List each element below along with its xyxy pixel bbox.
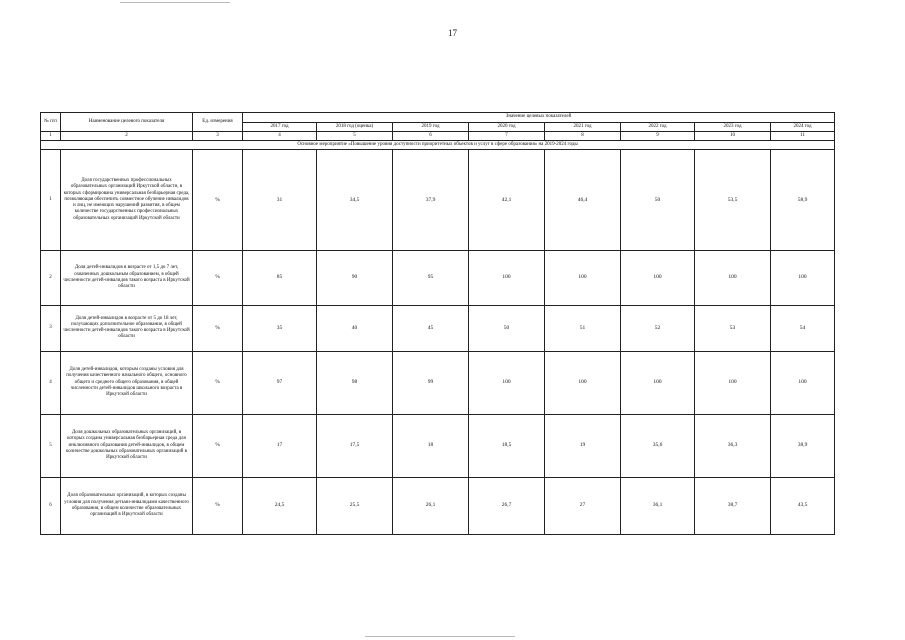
- row-value: 100: [469, 351, 545, 415]
- header-year: 2017 год: [243, 123, 317, 132]
- header-year: 2021 год: [545, 123, 621, 132]
- column-number: 9: [621, 132, 695, 140]
- row-value: 53,5: [695, 149, 771, 250]
- row-value: 42,1: [469, 149, 545, 250]
- row-value: 85: [243, 251, 317, 305]
- row-indicator-name: Доля детей-инвалидов в возрасте от 1,5 до 7 лет, охваченных дошкольным образованием, в общей численности детей-инвалидов такого возраста в Иркутской области: [61, 251, 193, 305]
- row-value: 35,6: [621, 415, 695, 477]
- row-unit: %: [193, 251, 243, 305]
- column-number: 11: [771, 132, 835, 140]
- row-value: 95: [393, 251, 469, 305]
- row-value: 100: [545, 351, 621, 415]
- row-value: 34,5: [317, 149, 393, 250]
- row-value: 38,7: [695, 477, 771, 534]
- row-num: 4: [41, 351, 61, 415]
- row-value: 100: [771, 251, 835, 305]
- header-year: 2023 год: [695, 123, 771, 132]
- header-name: Наименование целевого показателя: [61, 113, 193, 132]
- section-row: [41, 140, 835, 149]
- header-year: 2024 год: [771, 123, 835, 132]
- row-value: 99: [393, 351, 469, 415]
- row-num: 6: [41, 477, 61, 534]
- column-number: 3: [193, 132, 243, 140]
- row-value: 97: [243, 351, 317, 415]
- row-unit: %: [193, 351, 243, 415]
- scan-mark: [120, 2, 230, 3]
- row-value: 50: [621, 149, 695, 250]
- row-value: 100: [621, 351, 695, 415]
- row-value: 100: [469, 251, 545, 305]
- header-num: № п/п: [41, 113, 61, 132]
- row-unit: %: [193, 415, 243, 477]
- row-value: 100: [621, 251, 695, 305]
- header-row: [41, 113, 835, 123]
- table-row: [41, 351, 835, 415]
- row-value: 36,3: [695, 415, 771, 477]
- row-value: 17,5: [317, 415, 393, 477]
- column-number: 1: [41, 132, 61, 140]
- table-row: [41, 149, 835, 250]
- row-value: 100: [695, 351, 771, 415]
- header-year: 2022 год: [621, 123, 695, 132]
- row-num: 5: [41, 415, 61, 477]
- row-value: 26,1: [393, 477, 469, 534]
- row-indicator-name: Доля образовательных организаций, в которых созданы условия для получения детьми-инвалидами качественного образования, в общем количестве образовательных организаций в Иркутской области: [61, 477, 193, 534]
- row-value: 40: [317, 305, 393, 351]
- row-value: 90: [317, 251, 393, 305]
- row-indicator-name: Доля детей-инвалидов, которым созданы условия для получения качественного начального общего, основного общего и среднего общего образования, в общей численности детей-инвалидов школьного возраста в Иркутской области: [61, 351, 193, 415]
- row-unit: %: [193, 305, 243, 351]
- row-value: 100: [545, 251, 621, 305]
- row-value: 53: [695, 305, 771, 351]
- column-number: 10: [695, 132, 771, 140]
- row-value: 100: [771, 351, 835, 415]
- row-num: 2: [41, 251, 61, 305]
- row-value: 17: [243, 415, 317, 477]
- row-value: 24,5: [243, 477, 317, 534]
- row-unit: %: [193, 477, 243, 534]
- column-number: 7: [469, 132, 545, 140]
- row-num: 3: [41, 305, 61, 351]
- row-unit: %: [193, 149, 243, 250]
- header-values-group: Значение целевых показателей: [243, 113, 835, 123]
- section-title: Основное мероприятие «Повышение уровня доступности приоритетных объектов и услуг в сфере образования» на 2019-2024 годы: [41, 140, 835, 149]
- column-number: 4: [243, 132, 317, 140]
- row-value: 100: [695, 251, 771, 305]
- row-value: 26,7: [469, 477, 545, 534]
- header-year: 2019 год: [393, 123, 469, 132]
- row-value: 58,9: [771, 149, 835, 250]
- row-value: 38,9: [771, 415, 835, 477]
- row-num: 1: [41, 149, 61, 250]
- row-value: 51: [545, 305, 621, 351]
- row-value: 19: [545, 415, 621, 477]
- row-indicator-name: Доля детей-инвалидов в возрасте от 5 до 18 лет, получающих дополнительное образование, в общей численности детей-инвалидов такого возраста в Иркутской области: [61, 305, 193, 351]
- row-value: 54: [771, 305, 835, 351]
- column-number: 5: [317, 132, 393, 140]
- page-number: 17: [448, 28, 457, 38]
- row-value: 18,5: [469, 415, 545, 477]
- row-indicator-name: Доля государственных профессиональных образовательных организаций Иркутской области, в которых сформирована универсальная безбарьерная среда, позволяющая обеспечить совместное обучение инвалидов и лиц, не имеющих нарушений развития, в общем количестве государственных профессиональных образовательных организаций Иркутской области: [61, 149, 193, 250]
- header-unit: Ед. измерения: [193, 113, 243, 132]
- column-numbers-row: [41, 132, 835, 140]
- column-number: 8: [545, 132, 621, 140]
- column-number: 2: [61, 132, 193, 140]
- row-value: 31: [243, 149, 317, 250]
- header-year: 2018 год (оценка): [317, 123, 393, 132]
- scan-mark: [365, 636, 515, 637]
- row-value: 18: [393, 415, 469, 477]
- row-value: 50: [469, 305, 545, 351]
- row-value: 36,1: [621, 477, 695, 534]
- table-row: [41, 477, 835, 534]
- table-row: [41, 415, 835, 477]
- row-value: 46,4: [545, 149, 621, 250]
- row-value: 27: [545, 477, 621, 534]
- row-value: 25,5: [317, 477, 393, 534]
- column-number: 6: [393, 132, 469, 140]
- row-value: 52: [621, 305, 695, 351]
- row-value: 35: [243, 305, 317, 351]
- table-row: [41, 251, 835, 305]
- row-value: 43,5: [771, 477, 835, 534]
- row-indicator-name: Доля дошкольных образовательных организаций, в которых создана универсальная безбарьерная среда для инклюзивного образования детей-инвалидов, в общем количестве дошкольных образовательных организаций в Иркутской области: [61, 415, 193, 477]
- header-year: 2020 год: [469, 123, 545, 132]
- row-value: 37,9: [393, 149, 469, 250]
- row-value: 98: [317, 351, 393, 415]
- indicators-table: [40, 112, 835, 535]
- table-row: [41, 305, 835, 351]
- row-value: 45: [393, 305, 469, 351]
